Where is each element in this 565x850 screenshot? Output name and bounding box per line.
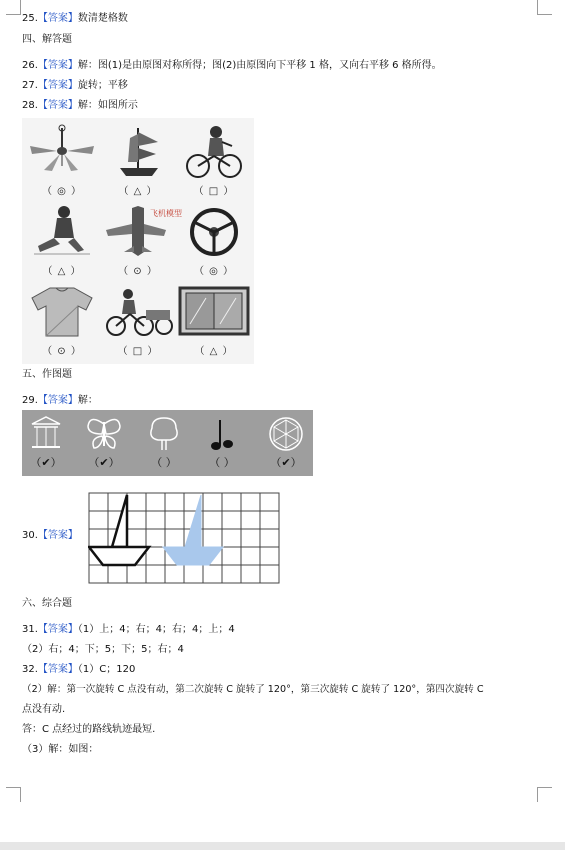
translated-boat-shape bbox=[163, 495, 223, 565]
sitting-child-icon bbox=[24, 204, 100, 259]
question-number: 25. bbox=[22, 13, 38, 24]
figure-item bbox=[198, 414, 246, 472]
crop-mark-bottom-right bbox=[537, 787, 552, 802]
question-number: 30. bbox=[22, 530, 38, 541]
answer-text: 旋转；平移 bbox=[77, 80, 128, 91]
check-mark: （ ） bbox=[209, 456, 235, 469]
check-mark: （✔） bbox=[88, 456, 120, 469]
answer-line-32-part3: （3）解：如图： bbox=[22, 744, 99, 755]
cyclist-icon bbox=[176, 124, 252, 179]
section-heading-5: 五、作图题 bbox=[22, 369, 72, 380]
symbol-label: （ □ ） bbox=[117, 346, 159, 357]
sliding-window-icon bbox=[176, 284, 252, 339]
symbol-label: （ △ ） bbox=[42, 266, 82, 277]
answer-text: （1）上；4；右；4；右；4；上；4 bbox=[77, 624, 235, 635]
answer-line-27 bbox=[22, 79, 128, 93]
butterfly-icon bbox=[80, 414, 128, 454]
answer-line-29 bbox=[22, 394, 98, 408]
check-mark: （✔） bbox=[270, 456, 302, 469]
tshirt-icon bbox=[24, 284, 100, 339]
answer-tag: 【答案】 bbox=[37, 60, 78, 71]
tricycle-icon bbox=[100, 284, 176, 339]
page-bottom-edge bbox=[0, 842, 565, 850]
symbol-label: （ ⊙ ） bbox=[118, 266, 158, 277]
answer-line-30 bbox=[22, 529, 78, 543]
answer-line-26 bbox=[22, 59, 442, 73]
answer-line-31-part2: （2）右；4；下；5；下；5；右；4 bbox=[22, 644, 184, 655]
answer-line-28 bbox=[22, 99, 138, 113]
steering-wheel-icon bbox=[176, 204, 252, 259]
figure-item bbox=[80, 414, 128, 472]
question-number: 32. bbox=[22, 664, 38, 675]
section-heading-4: 四、解答题 bbox=[22, 34, 72, 45]
ceiling-fan-icon bbox=[24, 124, 100, 179]
answer-line-32-part2: （2）解：第一次旋转 C 点没有动，第二次旋转 C 旋转了 120°，第三次旋转 C 旋转了 120°，第四次旋转 C bbox=[22, 684, 484, 695]
original-boat-shape bbox=[89, 495, 149, 565]
figure-30-grid bbox=[88, 492, 284, 586]
question-number: 28. bbox=[22, 100, 38, 111]
airplane-caption: 飞机模型 bbox=[150, 209, 182, 218]
answer-tag: 【答案】 bbox=[37, 100, 78, 111]
crop-mark-bottom-left bbox=[6, 787, 21, 802]
figure-28-panel bbox=[22, 118, 254, 364]
question-number: 31. bbox=[22, 624, 38, 635]
check-mark: （ ） bbox=[151, 456, 177, 469]
check-mark: （✔） bbox=[30, 456, 62, 469]
answer-text: 解： bbox=[77, 395, 98, 406]
figure-item bbox=[22, 414, 70, 472]
section-heading-6: 六、综合题 bbox=[22, 598, 72, 609]
answer-line-32-part2-cont: 点没有动. bbox=[22, 704, 66, 715]
answer-line-31 bbox=[22, 623, 235, 637]
question-number: 27. bbox=[22, 80, 38, 91]
tree-icon bbox=[140, 414, 188, 454]
figure-item bbox=[140, 414, 188, 472]
figure-29-panel bbox=[22, 410, 313, 476]
symbol-label: （ □ ） bbox=[193, 186, 235, 197]
answer-text: 解：图(1)是由原图对称所得；图(2)由原图向下平移 1 格，又向右平移 6 格所得。 bbox=[77, 60, 442, 71]
crop-mark-top-right bbox=[537, 0, 552, 15]
answer-tag: 【答案】 bbox=[37, 530, 78, 541]
answer-text: （1）C；120 bbox=[77, 664, 136, 675]
answer-text: 解：如图所示 bbox=[77, 100, 138, 111]
symbol-label: （ △ ） bbox=[194, 346, 234, 357]
answer-tag: 【答案】 bbox=[37, 664, 78, 675]
answer-tag: 【答案】 bbox=[37, 13, 78, 24]
answer-tag: 【答案】 bbox=[37, 80, 78, 91]
symbol-label: （ △ ） bbox=[118, 186, 158, 197]
answer-line-32 bbox=[22, 663, 135, 677]
answer-text: 数清楚格数 bbox=[77, 13, 128, 24]
crop-mark-top-left bbox=[6, 0, 21, 15]
question-number: 26. bbox=[22, 60, 38, 71]
music-note-icon bbox=[198, 414, 246, 454]
symbol-label: （ ⊙ ） bbox=[42, 346, 82, 357]
figure-item bbox=[262, 414, 310, 472]
question-number: 29. bbox=[22, 395, 38, 406]
answer-line-32-conclusion: 答：C 点经过的路线轨迹最短. bbox=[22, 724, 156, 735]
answer-tag: 【答案】 bbox=[37, 624, 78, 635]
answer-tag: 【答案】 bbox=[37, 395, 78, 406]
sailboat-icon bbox=[100, 124, 176, 179]
answer-line-25 bbox=[22, 12, 128, 26]
rosette-icon bbox=[262, 414, 310, 454]
symbol-label: （ ◎ ） bbox=[41, 186, 83, 197]
pavilion-icon bbox=[22, 414, 70, 454]
symbol-label: （ ◎ ） bbox=[193, 266, 235, 277]
